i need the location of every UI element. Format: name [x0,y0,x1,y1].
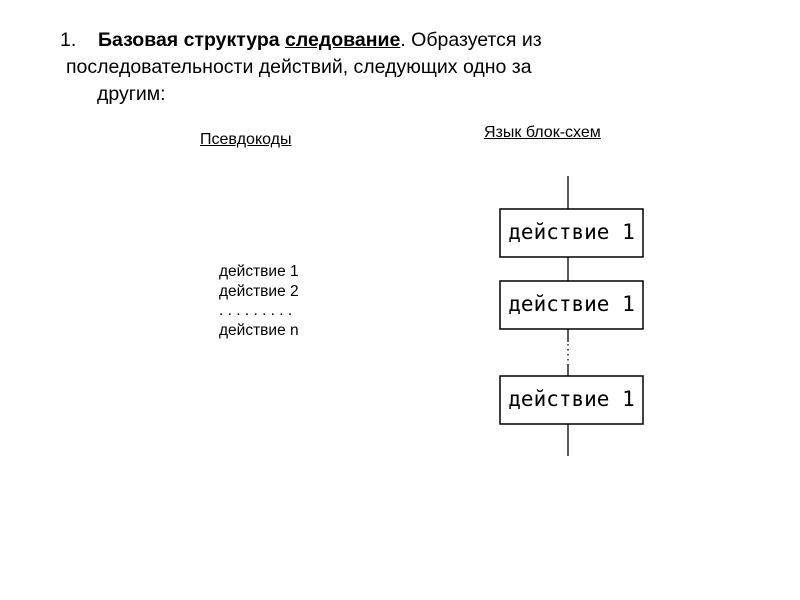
pseudocode-line-2: действие 2 [219,282,299,300]
block-1-label: действие 1 [508,220,635,244]
heading-line3: другим: [97,83,166,105]
pseudocode-line-n: действие n [219,321,299,339]
block-3-label: действие 1 [508,387,635,411]
flowchart-block-3 [500,376,643,424]
heading-number: 1. [60,29,77,51]
block-2-label: действие 1 [508,292,635,316]
flowchart-title: Язык блок-схем [484,124,601,141]
heading-line2: последовательности действий, следующих одно за [66,56,532,78]
heading-rest-line1: . Образуется из [400,29,542,51]
heading-term: следование [285,29,401,51]
flowchart-block-2 [500,281,643,329]
pseudocode-line-ellipsis: . . . . . . . . . [219,302,293,319]
pseudocode-title: Псевдокоды [200,131,292,148]
pseudocode-line-1: действие 1 [219,263,299,280]
flowchart-block-1 [500,209,643,257]
heading-bold-text: Базовая структура [98,29,280,51]
